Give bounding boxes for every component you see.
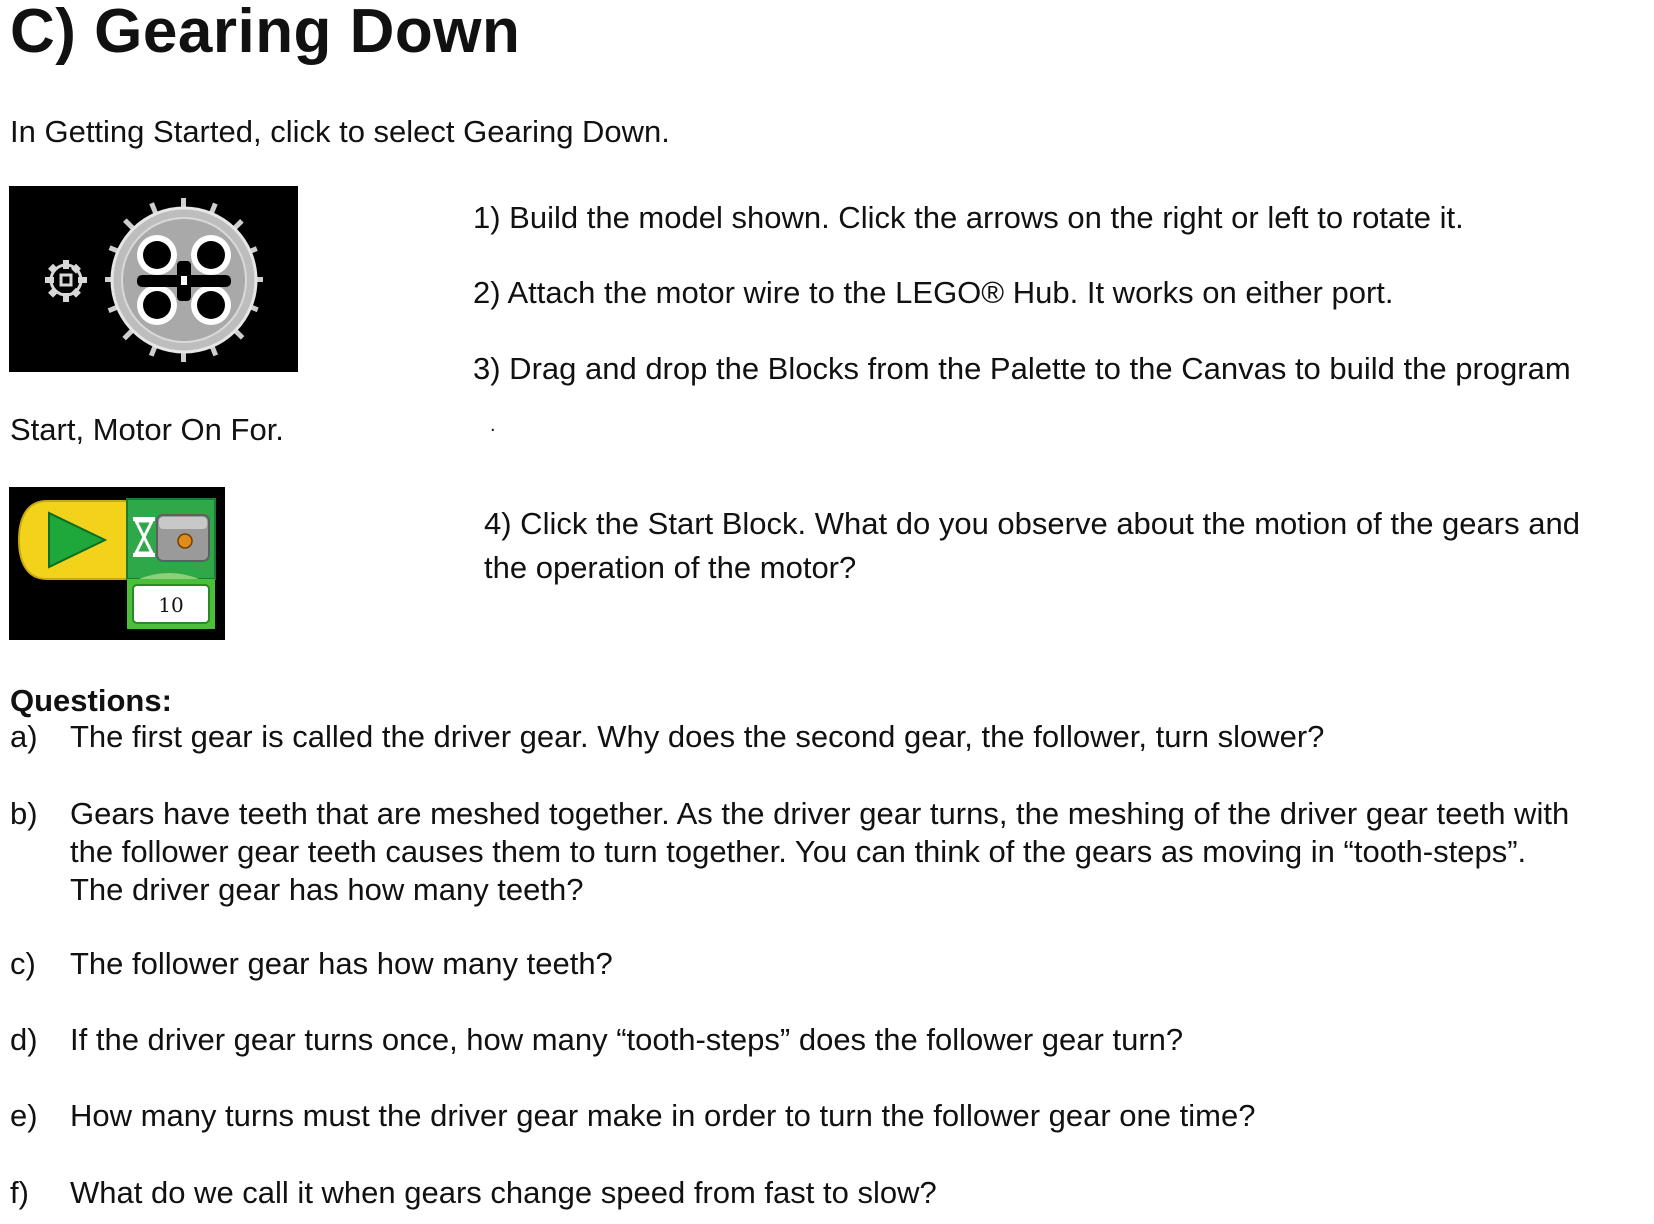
question-text: The first gear is called the driver gear. Why does the second gear, the follower, turn slower? bbox=[70, 719, 1325, 754]
question-text: What do we call it when gears change speed from fast to slow? bbox=[70, 1175, 937, 1210]
duration-value: 10 bbox=[158, 593, 184, 617]
question-letter: f) bbox=[10, 1175, 29, 1210]
step-1: 1) Build the model shown. Click the arrows on the right or left to rotate it. bbox=[473, 200, 1464, 235]
question-letter: e) bbox=[10, 1098, 38, 1133]
question-text: The follower gear has how many teeth? bbox=[70, 946, 613, 981]
question-text: Gears have teeth that are meshed together. As the driver gear turns, the meshing of the driver gear teeth with the follower gear teeth causes them to turn together. You can think of the gears as moving in “tooth-steps”. The driver gear has how many teeth? bbox=[70, 796, 1570, 907]
questions-heading: Questions: bbox=[10, 683, 172, 718]
question-letter: c) bbox=[10, 946, 36, 981]
question-letter: a) bbox=[10, 719, 38, 754]
driver-gear-icon bbox=[45, 260, 87, 302]
step-3-continuation: Start, Motor On For. bbox=[10, 412, 284, 447]
question-text: How many turns must the driver gear make in order to turn the follower gear one time? bbox=[70, 1098, 1256, 1133]
follower-gear-icon bbox=[105, 198, 263, 362]
page-title: C) Gearing Down bbox=[10, 0, 521, 66]
question-text: If the driver gear turns once, how many “tooth-steps” does the follower gear turn? bbox=[70, 1022, 1184, 1057]
start-block-icon bbox=[19, 501, 131, 579]
stray-dot: . bbox=[490, 414, 496, 436]
intro-text: In Getting Started, click to select Gearing Down. bbox=[10, 114, 670, 149]
motor-on-for-block-icon bbox=[127, 499, 215, 629]
step-4: 4) Click the Start Block. What do you observe about the motion of the gears and the operation of the motor? bbox=[484, 506, 1580, 585]
program-blocks-image bbox=[9, 487, 225, 640]
gear-model-image bbox=[9, 186, 298, 372]
step-2: 2) Attach the motor wire to the LEGO® Hub. It works on either port. bbox=[473, 275, 1394, 310]
question-letter: d) bbox=[10, 1022, 38, 1057]
step-3: 3) Drag and drop the Blocks from the Palette to the Canvas to build the program bbox=[473, 351, 1571, 386]
question-letter: b) bbox=[10, 796, 38, 831]
